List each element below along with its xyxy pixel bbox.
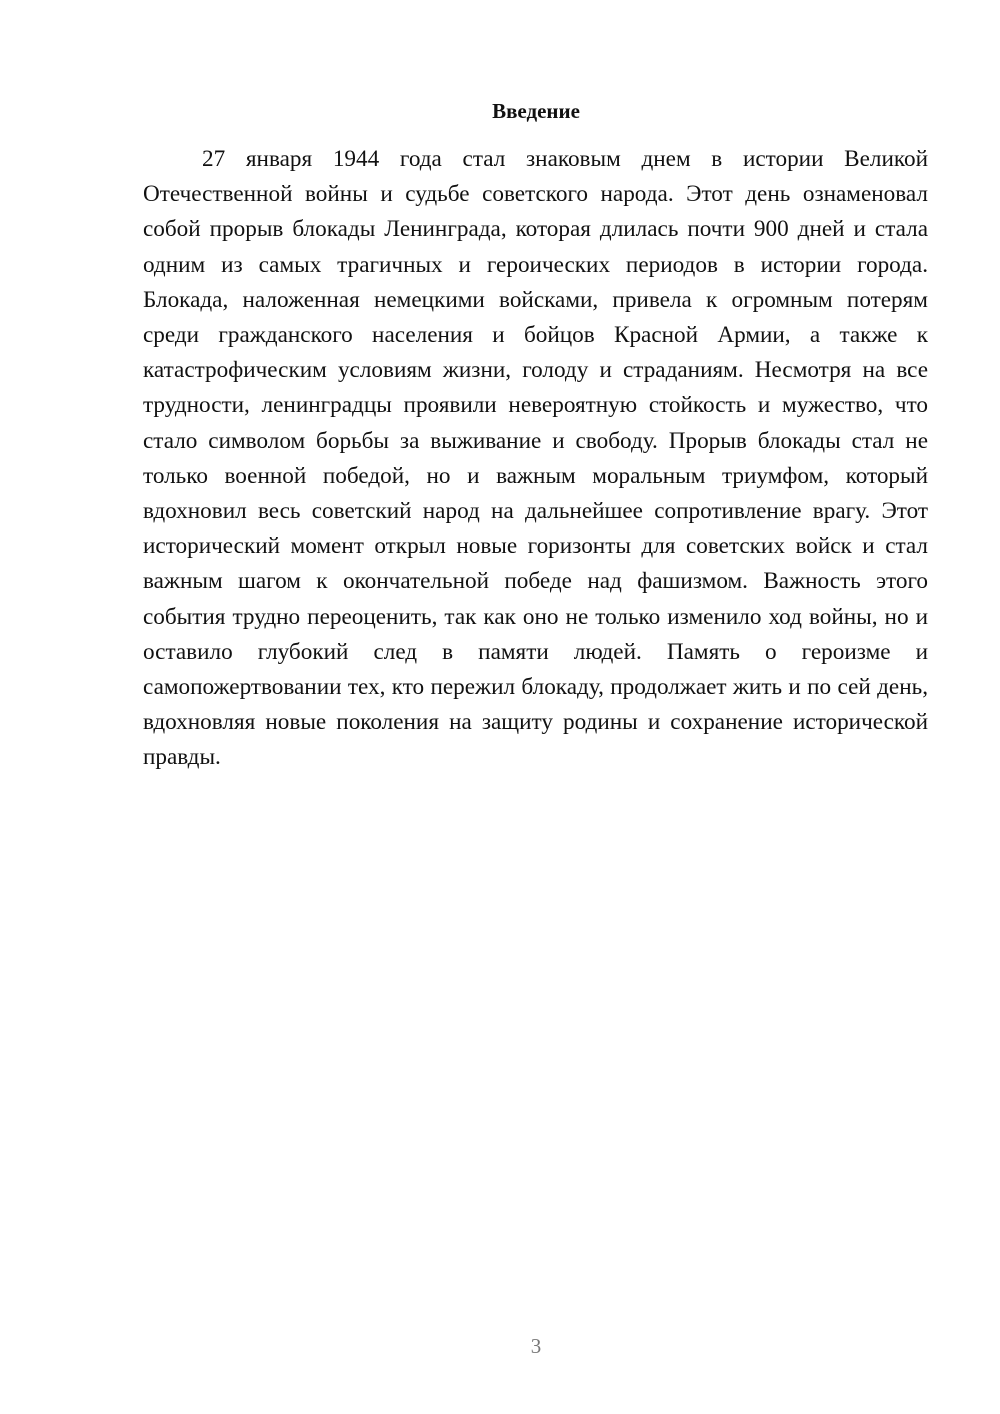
page-number: 3 [530, 1334, 542, 1358]
body-paragraph: 27 января 1944 года стал знаковым днем в истории Великой Отечественной войны и судьбе советского народа. Этот день ознаменовал собой прорыв блокады Ленинграда, которая длилась почти 900 дней и стала одним из самых трагичных и героических периодов в истории города. Блокада, наложенная немецкими войсками, привела к огромным потерям среди гражданского населения и бойцов Красной Армии, а также к катастрофическим условиям жизни, голоду и страданиям. Несмотря на все трудности, ленинградцы проявили невероятную стойкость и мужество, что стало символом борьбы за выживание и свободу. Прорыв блокады стал не только военной победой, но и важным моральным триумфом, который вдохновил весь советский народ на дальнейшее сопротивление врагу. Этот исторический момент открыл новые горизонты для советских войск и стал важным шагом к окончательной победе над фашизмом. Важность этого события трудно переоценить, так как оно не только изменило ход войны, но и оставило глубокий след в памяти людей. Память о героизме и самопожертвовании тех, кто пережил блокаду, продолжает жить и по сей день, вдохновляя новые поколения на защиту родины и сохранение исторической правды. [143, 146, 928, 771]
section-title: Введение [492, 99, 580, 123]
